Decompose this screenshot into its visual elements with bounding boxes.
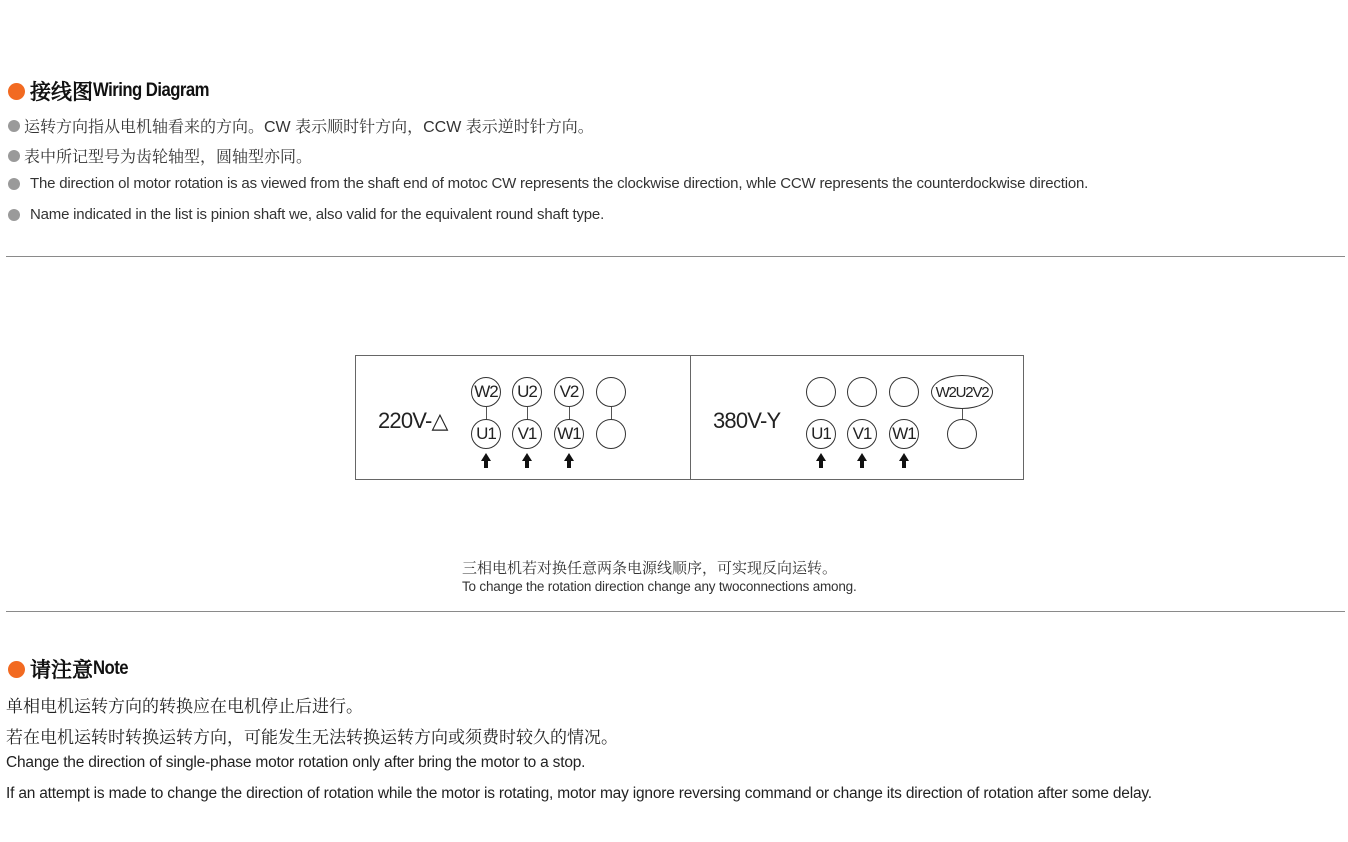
terminal-blank bbox=[947, 419, 977, 449]
terminal-blank bbox=[596, 419, 626, 449]
wiring-note-2 bbox=[8, 144, 312, 167]
terminal-blank bbox=[847, 377, 877, 407]
wiring-note-3 bbox=[8, 175, 1088, 192]
wiring-note-4 bbox=[8, 206, 604, 223]
terminal-v1: V1 bbox=[847, 419, 877, 449]
note-line-1: 单相电机运转方向的转换应在电机停止后进行。 bbox=[6, 697, 363, 716]
wiring-note-text: Name indicated in the list is pinion shaft we, also valid for the equivalent round shaft type. bbox=[30, 206, 605, 223]
terminal-blank bbox=[889, 377, 919, 407]
terminal-u2: U2 bbox=[512, 377, 542, 407]
note-title-cn: 请注意 bbox=[30, 659, 93, 682]
terminal-w2u2v2: W2U2V2 bbox=[931, 375, 993, 409]
terminal-w2: W2 bbox=[471, 377, 501, 407]
wiring-title-en: Wiring Diagram bbox=[93, 80, 210, 101]
voltage-380-label: 380V-Y bbox=[713, 408, 781, 433]
bullet-icon bbox=[8, 209, 20, 221]
bullet-icon bbox=[8, 120, 20, 132]
caption-cn: 三相电机若对换任意两条电源线顺序，可实现反向运转。 bbox=[462, 560, 838, 577]
note-line-4: If an attempt is made to change the direction of rotation while the motor is rotating, motor may ignore reversing command or change its direction of rotation after some delay. bbox=[6, 785, 1152, 802]
wiring-note-1 bbox=[8, 114, 594, 137]
wiring-diagram-title bbox=[8, 76, 225, 106]
bullet-icon bbox=[8, 178, 20, 190]
voltage-220-label: 220V-△ bbox=[378, 408, 448, 433]
terminal-u1: U1 bbox=[806, 419, 836, 449]
wiring-note-text: The direction ol motor rotation is as viewed from the shaft end of motoc CW represents the clockwise direction, whle CCW represents the counterdockwise direction. bbox=[30, 175, 1089, 192]
terminal-u1: U1 bbox=[471, 419, 501, 449]
note-line-3: Change the direction of single-phase motor rotation only after bring the motor to a stop. bbox=[6, 754, 586, 771]
caption-en: To change the rotation direction change any twoconnections among. bbox=[462, 579, 857, 594]
diagram-divider bbox=[690, 356, 691, 479]
note-title-en: Note bbox=[93, 658, 129, 679]
wiring-note-text: 运转方向指从电机轴看来的方向。CW 表示顺时针方向，CCW 表示逆时针方向。 bbox=[24, 119, 594, 136]
terminal-w1: W1 bbox=[554, 419, 584, 449]
orange-dot-icon bbox=[8, 83, 25, 100]
divider-top bbox=[6, 256, 1345, 257]
terminal-v1: V1 bbox=[512, 419, 542, 449]
wiring-diagram-box bbox=[355, 355, 1024, 480]
wiring-note-text: 表中所记型号为齿轮轴型，圆轴型亦同。 bbox=[24, 149, 313, 166]
note-line-2: 若在电机运转时转换运转方向，可能发生无法转换运转方向或须费时较久的情况。 bbox=[6, 728, 618, 747]
bullet-icon bbox=[8, 150, 20, 162]
note-title bbox=[8, 654, 133, 684]
orange-dot-icon bbox=[8, 661, 25, 678]
wiring-title-cn: 接线图 bbox=[30, 81, 93, 104]
terminal-v2: V2 bbox=[554, 377, 584, 407]
terminal-w1: W1 bbox=[889, 419, 919, 449]
terminal-blank bbox=[806, 377, 836, 407]
terminal-blank bbox=[596, 377, 626, 407]
divider-bottom bbox=[6, 611, 1345, 612]
